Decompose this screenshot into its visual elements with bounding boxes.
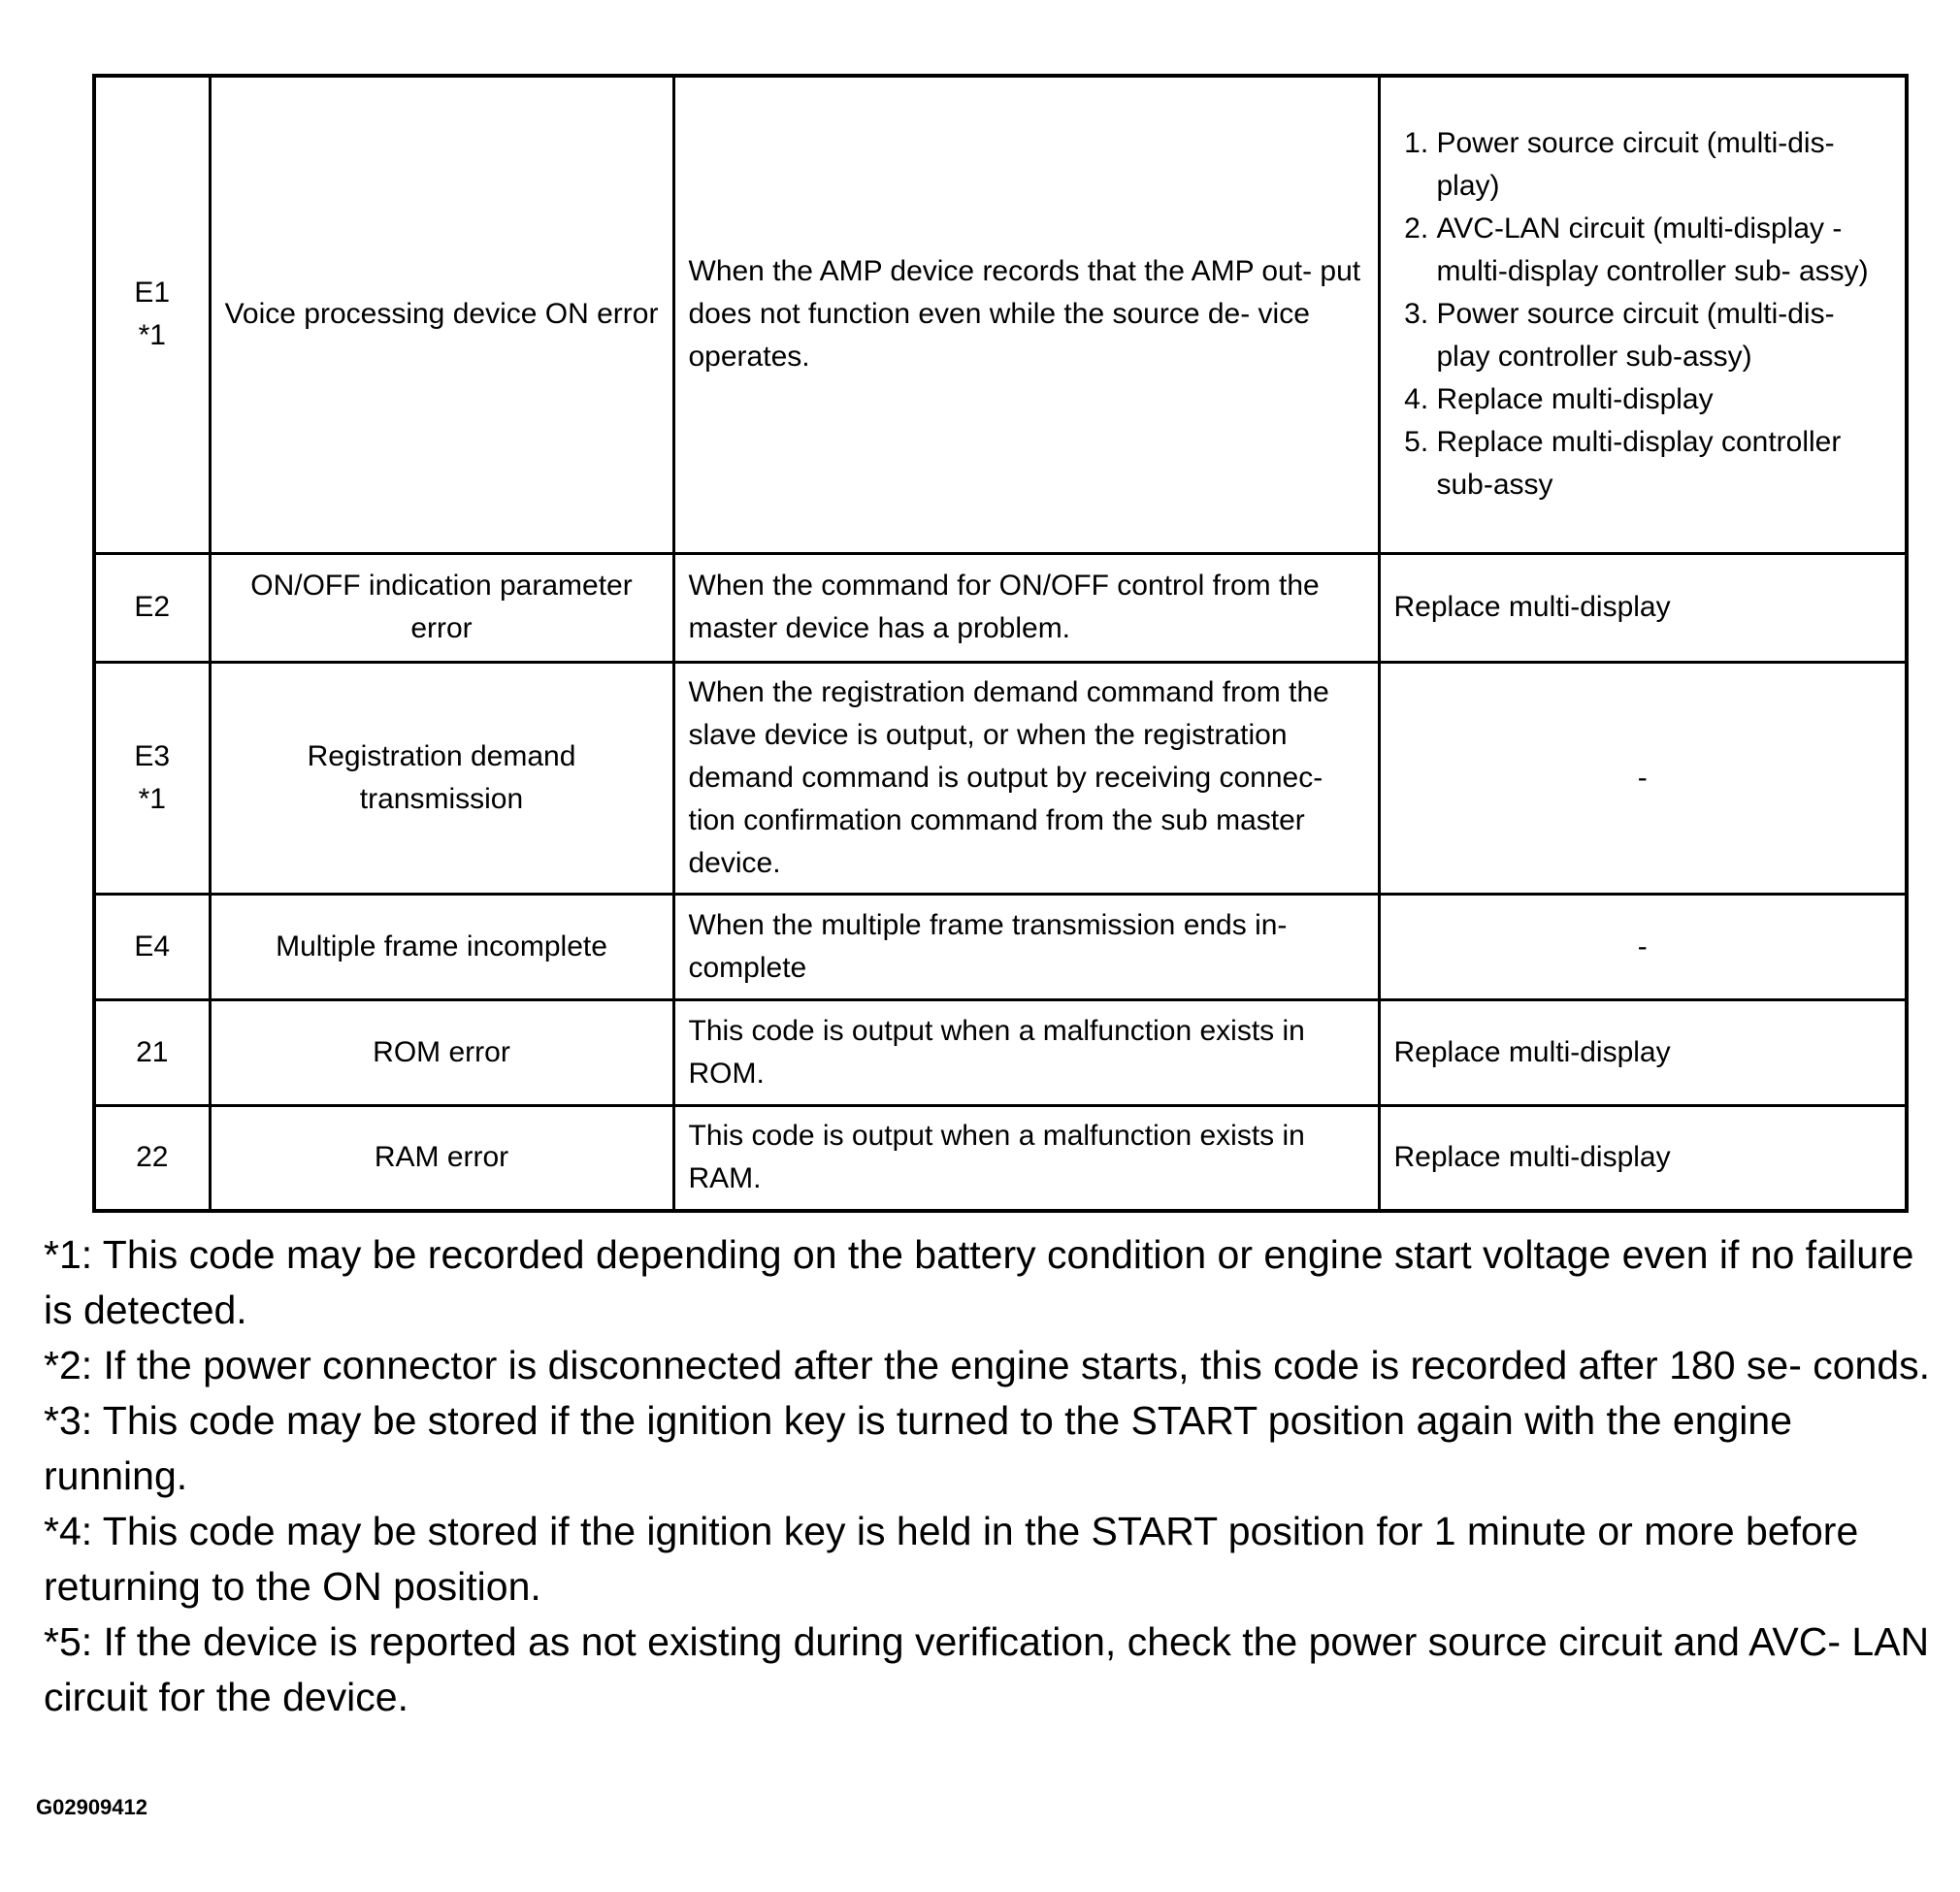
trouble-area: Replace multi-display (1379, 553, 1907, 662)
detection-condition: This code is output when a malfunction exists in ROM. (673, 999, 1379, 1105)
table-row (94, 553, 1907, 662)
list-item: 4. Replace multi-display (1437, 378, 1892, 421)
list-item: 1. Power source circuit (multi-dis- play) (1437, 122, 1892, 208)
detection-item: Registration demand transmission (210, 662, 673, 894)
detection-condition: When the registration demand command from the slave device is output, or when the registration demand command is output by receiving connec- tion confirmation command from the sub master device. (673, 662, 1379, 894)
detection-condition: When the AMP device records that the AMP out- put does not function even while the source de- vice operates. (673, 76, 1379, 553)
list-item: 5. Replace multi-display controller sub-assy (1437, 421, 1892, 506)
dtc-code-cell (94, 553, 210, 662)
detection-condition: When the multiple frame transmission ends in- complete (673, 894, 1379, 999)
list-item: 2. AVC-LAN circuit (multi-display - multi-display controller sub- assy) (1437, 208, 1892, 293)
detection-item: Multiple frame incomplete (210, 894, 673, 999)
dtc-code-cell (94, 662, 210, 894)
dtc-code: 21 (136, 1035, 169, 1068)
trouble-area: - (1379, 894, 1907, 999)
detection-item: ROM error (210, 999, 673, 1105)
figure-id: G02909412 (36, 1795, 147, 1819)
footnote: *5: If the device is reported as not existing during verification, check the power source circuit and AVC- LAN circuit for the device. (44, 1619, 1930, 1719)
trouble-area-list (1394, 122, 1892, 506)
detection-item: RAM error (210, 1105, 673, 1211)
dtc-code: E1 (134, 277, 171, 310)
dtc-code: E2 (134, 591, 171, 623)
footnote: *2: If the power connector is disconnected after the engine starts, this code is recorded after 180 se- conds. (44, 1343, 1931, 1387)
footnote: *3: This code may be stored if the ignition key is turned to the START position again with the engine running. (44, 1398, 1793, 1498)
footnote: *4: This code may be stored if the ignition key is held in the START position for 1 minute or more before returning to the ON position. (44, 1509, 1859, 1609)
dtc-code: E4 (134, 930, 171, 962)
table-row (94, 999, 1907, 1105)
detection-item: Voice processing device ON error (210, 76, 673, 553)
footnote: *1: This code may be recorded depending on the battery condition or engine start voltage even if no failure is detected. (44, 1232, 1914, 1332)
footnotes (44, 1227, 1941, 1725)
dtc-table (92, 74, 1909, 1213)
table-row (94, 76, 1907, 553)
trouble-area: - (1379, 662, 1907, 894)
list-item: 3. Power source circuit (multi-dis- play controller sub-assy) (1437, 293, 1892, 378)
dtc-code-cell (94, 894, 210, 999)
detection-item: ON/OFF indication parameter error (210, 553, 673, 662)
dtc-code-cell (94, 76, 210, 553)
dtc-code-note: *1 (138, 782, 166, 815)
trouble-area: Replace multi-display (1379, 999, 1907, 1105)
dtc-code: E3 (134, 739, 171, 772)
table-row (94, 1105, 1907, 1211)
trouble-area-cell (1379, 76, 1907, 553)
detection-condition: When the command for ON/OFF control from the master device has a problem. (673, 553, 1379, 662)
table-row (94, 662, 1907, 894)
dtc-code-cell (94, 1105, 210, 1211)
dtc-code: 22 (136, 1141, 169, 1174)
trouble-area: Replace multi-display (1379, 1105, 1907, 1211)
dtc-code-cell (94, 999, 210, 1105)
detection-condition: This code is output when a malfunction exists in RAM. (673, 1105, 1379, 1211)
dtc-code-note: *1 (138, 319, 166, 352)
table-row (94, 894, 1907, 999)
